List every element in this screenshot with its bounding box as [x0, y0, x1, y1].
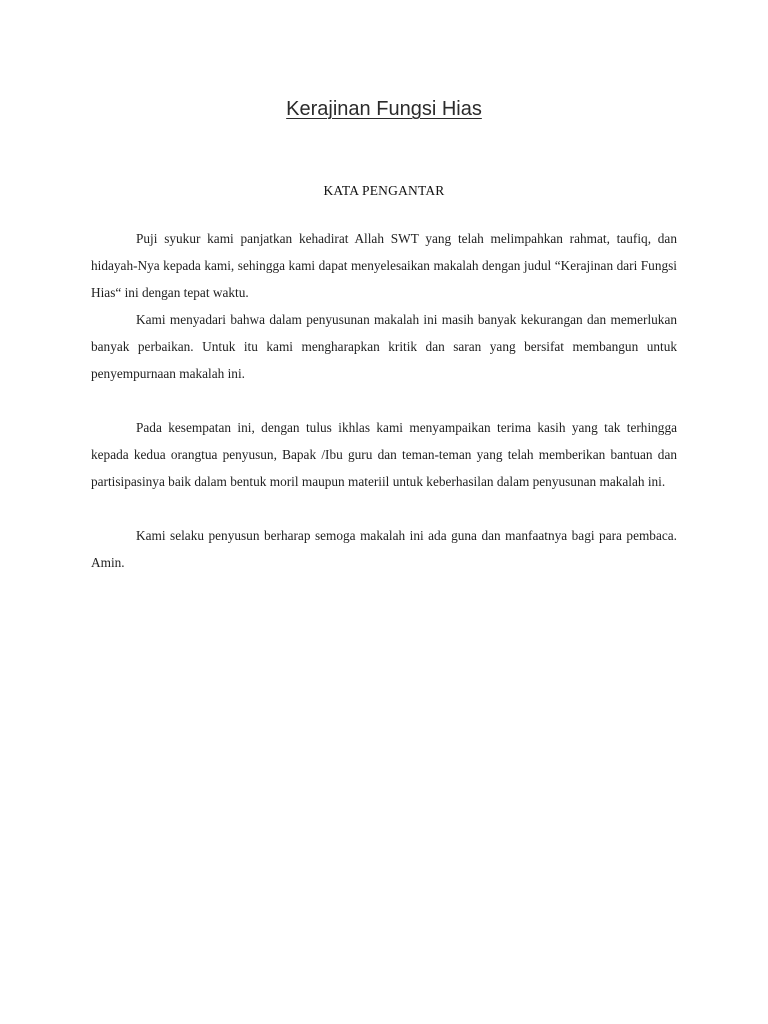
paragraph-closing: Kami selaku penyusun berharap semoga makalah ini ada guna dan manfaatnya bagi para pembaca. Amin. — [91, 528, 677, 570]
paragraph-thanks: Pada kesempatan ini, dengan tulus ikhlas kami menyampaikan terima kasih yang tak terhingga kepada kedua orangtua penyusun, Bapak /Ibu guru dan teman-teman yang telah memberikan bantuan dan partisipasinya baik dalam bentuk moril maupun materiil untuk keberhasilan dalam penyusunan makalah ini. — [91, 420, 677, 489]
paragraph-gratitude: Puji syukur kami panjatkan kehadirat Allah SWT yang telah melimpahkan rahmat, taufiq, dan hidayah-Nya kepada kami, sehingga kami dapat menyelesaikan makalah dengan judul “Kerajinan dari Fungsi Hias“ ini dengan tepat waktu. — [91, 231, 677, 300]
document-body — [91, 225, 677, 576]
document-title-line — [0, 96, 768, 122]
paragraph-shortcomings: Kami menyadari bahwa dalam penyusunan makalah ini masih banyak kekurangan dan memerlukan banyak perbaikan. Untuk itu kami mengharapkan kritik dan saran yang bersifat membangun untuk penyempurnaan makalah ini. — [91, 312, 677, 381]
document-title: Kerajinan Fungsi Hias — [286, 98, 482, 120]
section-heading: KATA PENGANTAR — [323, 183, 445, 198]
